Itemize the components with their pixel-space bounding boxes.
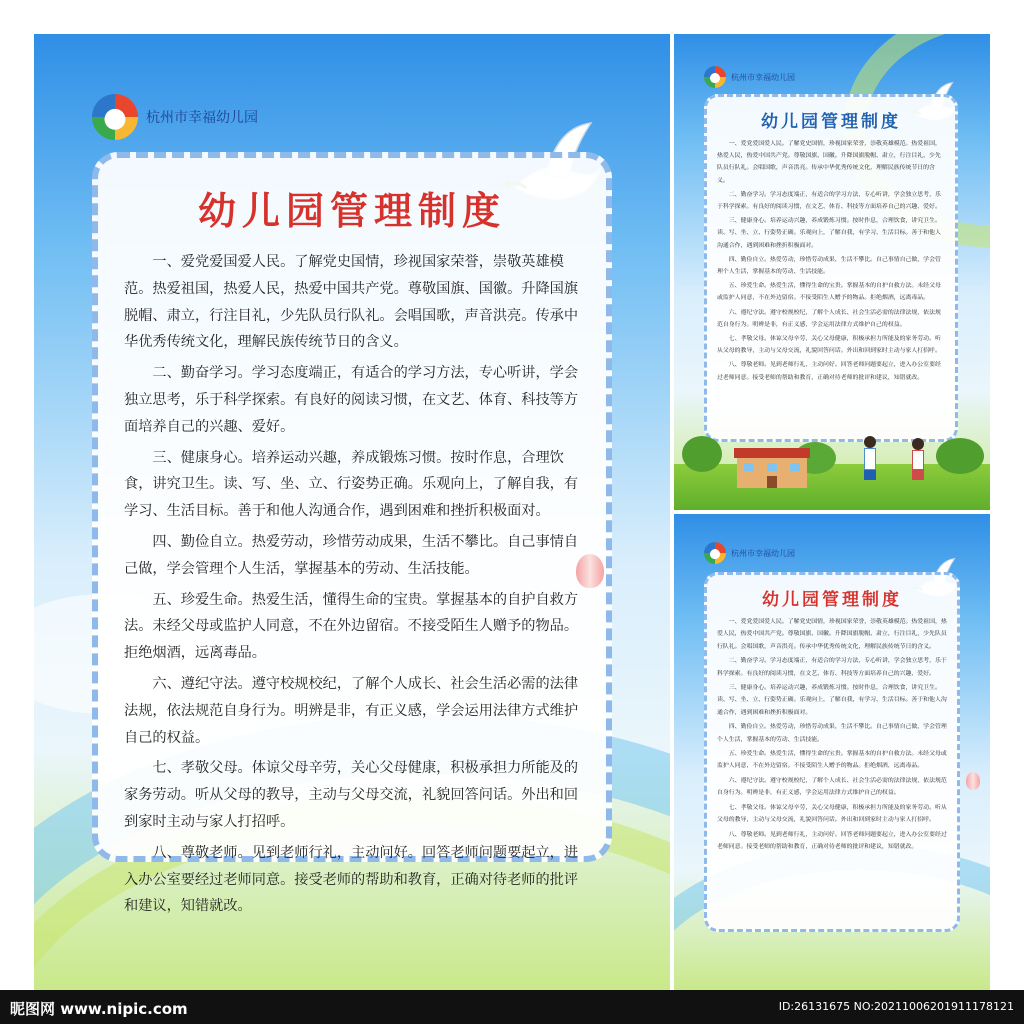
watermark-id: ID:26131675 NO:20211006201911178121	[778, 1000, 1014, 1013]
rule-paragraph: 八、尊敬老师。见到老师行礼，主动问好。回答老师问题要起立，进入办公室要经过老师同意。接受老师的帮助和教育，正确对待老师的批评和建议，知错就改。	[717, 362, 941, 381]
rules-body	[124, 249, 580, 920]
watermark-site: 昵图网 www.nipic.com	[10, 1000, 188, 1018]
rules-body	[717, 616, 947, 853]
preview-poster-bottom	[674, 514, 990, 990]
logo-icon	[704, 66, 726, 88]
page-title: 幼儿园管理制度	[761, 112, 901, 132]
rule-paragraph: 二、勤奋学习。学习态度端正，有适合的学习方法，专心听讲，学会独立思考，乐于科学探索。有良好的阅读习惯，在文艺、体育、科技等方面培养自己的兴趣、爱好。	[717, 191, 941, 211]
tree	[682, 436, 722, 472]
rule-paragraph: 三、健康身心。培养运动兴趣，养成锻炼习惯。按时作息，合理饮食，讲究卫生。读、写、坐、立、行姿势正确。乐观向上，了解自我，有学习、生活目标。善于和他人沟通合作，遇到困难和挫折积极面对。	[124, 449, 579, 520]
school-building-icon	[734, 448, 810, 488]
rule-paragraph: 三、健康身心。培养运动兴趣，养成锻炼习惯。按时作息，合理饮食，讲究卫生。读、写、坐、立、行姿势正确。乐观向上，了解自我，有学习、生活目标。善于和他人沟通合作，遇到困难和挫折积极面对。	[717, 218, 941, 249]
rules-panel	[704, 94, 958, 442]
watermark-bar	[0, 990, 1024, 1024]
school-logo	[92, 94, 258, 140]
school-logo	[704, 66, 795, 88]
rule-paragraph: 五、珍爱生命。热爱生活，懂得生命的宝贵。掌握基本的自护自救方法。未经父母或监护人同意，不在外边留宿。不接受陌生人赠予的物品。拒绝烟酒，远离毒品。	[124, 591, 579, 662]
school-name: 杭州市幸福幼儿园	[731, 72, 795, 82]
logo-icon	[704, 542, 726, 564]
rule-paragraph: 一、爱党爱国爱人民。了解党史国情，珍视国家荣誉，崇敬英雄模范。热爱祖国，热爱人民，热爱中国共产党。尊敬国旗、国徽。升降国旗脱帽、肃立，行注目礼，少先队员行队礼。会唱国歌，声音洪亮。传承中华优秀传统文化，理解民族传统节日的含义。	[717, 619, 947, 650]
rule-paragraph: 五、珍爱生命。热爱生活，懂得生命的宝贵。掌握基本的自护自救方法。未经父母或监护人同意，不在外边留宿。不接受陌生人赠予的物品。拒绝烟酒，远离毒品。	[717, 751, 947, 770]
hot-air-balloon-icon	[576, 554, 604, 588]
rule-paragraph: 二、勤奋学习。学习态度端正，有适合的学习方法，专心听讲，学会独立思考，乐于科学探索。有良好的阅读习惯，在文艺、体育、科技等方面培养自己的兴趣、爱好。	[124, 365, 579, 435]
rules-panel	[704, 572, 960, 932]
page-title: 幼儿园管理制度	[762, 590, 902, 610]
hot-air-balloon-icon	[966, 772, 980, 790]
rule-paragraph: 四、勤俭自立。热爱劳动，珍惜劳动成果，生活不攀比。自己事情自己做，学会管理个人生活，掌握基本的劳动、生活技能。	[717, 724, 947, 743]
tree	[936, 438, 984, 474]
rule-paragraph: 五、珍爱生命。热爱生活，懂得生命的宝贵。掌握基本的自护自救方法。未经父母或监护人同意，不在外边留宿。不接受陌生人赠予的物品。拒绝烟酒，远离毒品。	[717, 283, 941, 302]
rule-paragraph: 一、爱党爱国爱人民。了解党史国情，珍视国家荣誉，崇敬英雄模范。热爱祖国，热爱人民，热爱中国共产党。尊敬国旗、国徽。升降国旗脱帽、肃立，行注目礼，少先队员行队礼。会唱国歌，声音洪亮。传承中华优秀传统文化，理解民族传统节日的含义。	[717, 141, 941, 184]
school-name: 杭州市幸福幼儿园	[146, 110, 258, 126]
rule-paragraph: 七、孝敬父母。体谅父母辛劳，关心父母健康，积极承担力所能及的家务劳动。听从父母的教导，主动与父母交流，礼貌回答问话。外出和回到家时主动与家人打招呼。	[124, 760, 579, 830]
rule-paragraph: 四、勤俭自立。热爱劳动，珍惜劳动成果，生活不攀比。自己事情自己做，学会管理个人生活，掌握基本的劳动、生活技能。	[717, 256, 941, 276]
rule-paragraph: 七、孝敬父母。体谅父母辛劳，关心父母健康，积极承担力所能及的家务劳动。听从父母的教导，主动与父母交流，礼貌回答问话。外出和回到家时主动与家人打招呼。	[717, 336, 941, 355]
rule-paragraph: 六、遵纪守法。遵守校规校纪，了解个人成长、社会生活必需的法律法规，依法规范自身行为。明辨是非，有正义感，学会运用法律方式维护自己的权益。	[717, 309, 941, 328]
child-figure-icon	[912, 438, 924, 484]
page-title: 幼儿园管理制度	[197, 188, 506, 233]
rule-paragraph: 七、孝敬父母。体谅父母辛劳，关心父母健康，积极承担力所能及的家务劳动。听从父母的教导，主动与父母交流，礼貌回答问话。外出和回到家时主动与家人打招呼。	[717, 804, 947, 824]
rule-paragraph: 六、遵纪守法。遵守校规校纪，了解个人成长、社会生活必需的法律法规，依法规范自身行为。明辨是非，有正义感，学会运用法律方式维护自己的权益。	[717, 777, 947, 797]
rules-body	[717, 138, 945, 384]
rule-paragraph: 八、尊敬老师。见到老师行礼，主动问好。回答老师问题要起立，进入办公室要经过老师同意。接受老师的帮助和教育，正确对待老师的批评和建议，知错就改。	[124, 844, 579, 915]
child-figure-icon	[864, 436, 876, 484]
rule-paragraph: 一、爱党爱国爱人民。了解党史国情，珍视国家荣誉，崇敬英雄模范。热爱祖国，热爱人民，热爱中国共产党。尊敬国旗、国徽。升降国旗脱帽、肃立，行注目礼，少先队员行队礼。会唱国歌，声音洪亮。传承中华优秀传统文化，理解民族传统节日的含义。	[124, 254, 579, 351]
rule-paragraph: 二、勤奋学习。学习态度端正，有适合的学习方法，专心听讲，学会独立思考，乐于科学探索。有良好的阅读习惯，在文艺、体育、科技等方面培养自己的兴趣、爱好。	[717, 658, 947, 677]
grass-ground	[674, 464, 990, 510]
school-name: 杭州市幸福幼儿园	[731, 548, 795, 558]
preview-poster-top	[674, 34, 990, 510]
logo-icon	[92, 94, 138, 140]
rule-paragraph: 八、尊敬老师。见到老师行礼，主动问好。回答老师问题要起立，进入办公室要经过老师同意。接受老师的帮助和教育，正确对待老师的批评和建议，知错就改。	[717, 831, 947, 850]
rule-paragraph: 三、健康身心。培养运动兴趣，养成锻炼习惯。按时作息，合理饮食，讲究卫生。读、写、坐、立、行姿势正确。乐观向上，了解自我，有学习、生活目标。善于和他人沟通合作，遇到困难和挫折积极面对。	[717, 685, 947, 716]
rule-paragraph: 四、勤俭自立。热爱劳动，珍惜劳动成果，生活不攀比。自己事情自己做，学会管理个人生活，掌握基本的劳动、生活技能。	[124, 533, 579, 577]
main-poster	[34, 34, 670, 990]
rule-paragraph: 六、遵纪守法。遵守校规校纪，了解个人成长、社会生活必需的法律法规，依法规范自身行为。明辨是非，有正义感，学会运用法律方式维护自己的权益。	[124, 675, 579, 746]
rules-panel	[92, 152, 612, 915]
school-logo	[704, 542, 795, 564]
